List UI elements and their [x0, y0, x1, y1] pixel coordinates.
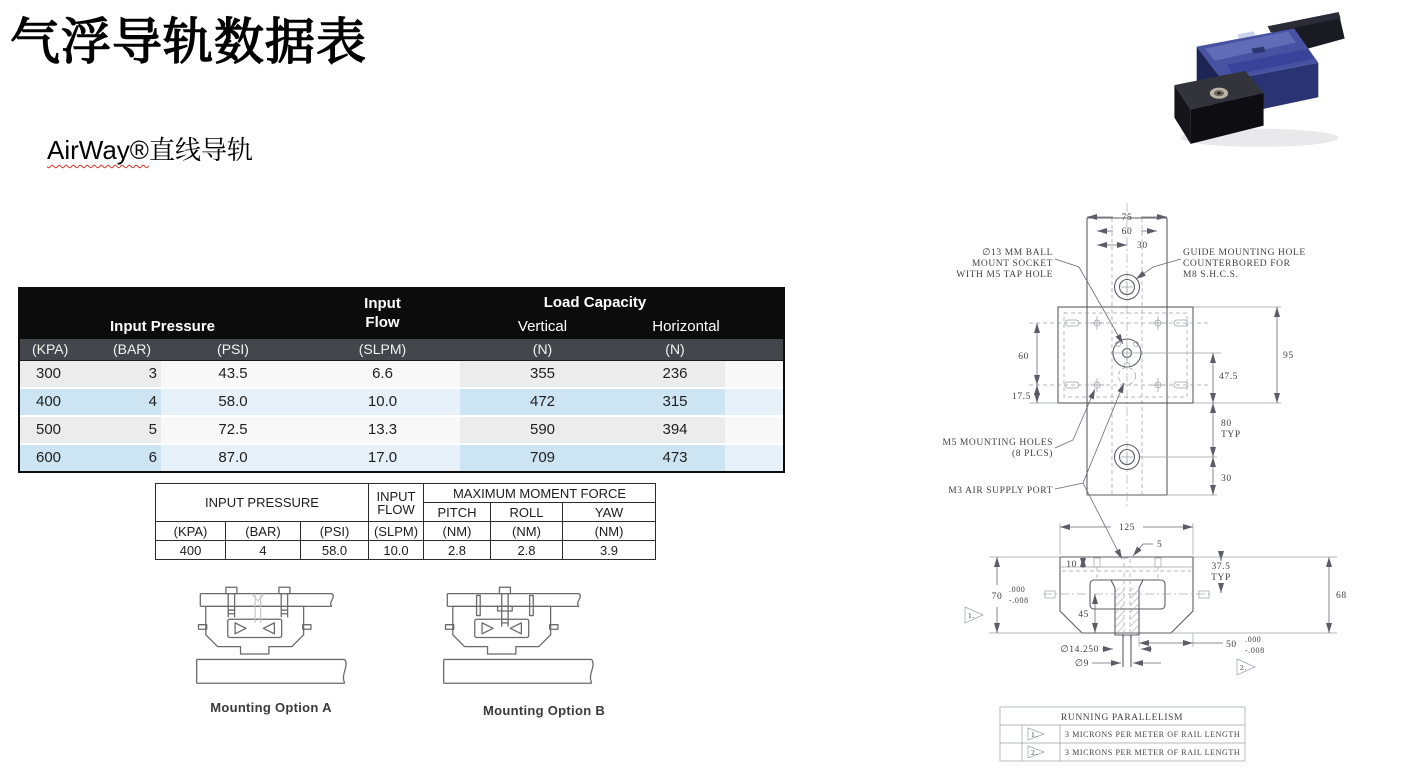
input-flow-l1: INPUT	[376, 488, 416, 504]
cell: 5	[103, 417, 161, 443]
cell: 709	[460, 445, 625, 471]
dim-60-top	[1097, 227, 1157, 237]
moment-force-table	[155, 483, 656, 560]
cell: 4	[103, 389, 161, 415]
unit: (NM)	[424, 522, 491, 541]
product-subtitle	[47, 130, 253, 167]
unit: (SLPM)	[369, 522, 424, 541]
unit: (NM)	[563, 522, 656, 541]
col-vertical: Vertical	[517, 318, 568, 335]
mounting-option-a-diagram	[193, 586, 353, 689]
value: 2.8	[424, 541, 491, 560]
dim-70	[992, 557, 1029, 633]
plate-break	[331, 594, 334, 607]
value: 400	[156, 541, 226, 560]
dim-17-5-label: 17.5	[1011, 392, 1031, 402]
air-pad-right	[510, 623, 521, 634]
unit-n-vertical: (N)	[532, 341, 553, 357]
dim-60-left-label: 60	[1018, 352, 1029, 362]
unit-row	[20, 339, 783, 361]
ext-50	[1139, 633, 1193, 647]
engineering-drawing	[925, 195, 1405, 770]
dim-10-label: 10	[1066, 560, 1077, 570]
top-plate	[200, 594, 332, 607]
input-flow-line2: Flow	[365, 314, 400, 331]
mounting-option-b-caption: Mounting Option B	[482, 703, 606, 718]
dim-125-label: 125	[1118, 523, 1136, 533]
cell: 17.0	[305, 445, 460, 471]
value: 4	[226, 541, 301, 560]
guide-label-3: M8 S.H.C.S.	[1183, 270, 1239, 280]
value: 3.9	[563, 541, 656, 560]
bearing-cavity-section	[1090, 580, 1165, 609]
base-break	[590, 659, 593, 683]
cell: 6	[103, 445, 161, 471]
carriage-section	[1060, 557, 1193, 633]
brand-name: AirWay®	[47, 135, 149, 165]
cell: 472	[460, 389, 625, 415]
ball-label-3: WITH M5 TAP HOLE	[956, 270, 1053, 280]
unit-n-horizontal: (N)	[665, 341, 685, 357]
table-body	[20, 361, 783, 471]
ext-68	[1171, 557, 1337, 633]
cell: 300	[20, 361, 103, 387]
tol-70-bot: -.008	[1009, 596, 1029, 605]
unit-kpa: (KPA)	[32, 341, 69, 357]
screw-left	[226, 587, 237, 617]
fitting-right-section	[1199, 591, 1209, 598]
cell: 3	[103, 361, 161, 387]
ghost-center-screw	[252, 594, 265, 623]
m3-label: M3 AIR SUPPLY PORT	[948, 486, 1053, 496]
screw-right	[279, 587, 290, 617]
table-row	[20, 389, 783, 415]
dim-30-top	[1097, 241, 1148, 251]
dim-125	[1060, 523, 1193, 533]
cell: 500	[20, 417, 103, 443]
cell: 87.0	[161, 445, 305, 471]
air-channel-hidden	[1124, 573, 1130, 637]
dim-5-label: 5	[1157, 540, 1163, 550]
unit: (PSI)	[301, 522, 369, 541]
air-pad-right	[263, 623, 274, 634]
cell: 236	[625, 361, 725, 387]
table-row	[20, 417, 783, 443]
dim-30-top-label: 30	[1137, 241, 1148, 251]
dim-80-typ-label: TYP	[1221, 430, 1241, 440]
header-roll: ROLL	[491, 503, 563, 522]
table-row	[20, 445, 783, 471]
parallelism-table	[1000, 707, 1245, 761]
col-group-input-flow	[305, 294, 460, 332]
dim-d9-label: ∅9	[1074, 659, 1089, 669]
edge-slots	[1065, 320, 1188, 388]
parallelism-text-1: 3 MICRONS PER METER OF RAIL LENGTH	[1065, 730, 1241, 739]
tol-70-top: .000	[1009, 585, 1026, 594]
header-yaw: YAW	[563, 503, 656, 522]
product-photo	[1165, 4, 1350, 154]
unit-filler	[725, 339, 783, 360]
plan-view	[943, 203, 1306, 559]
cell: 72.5	[161, 417, 305, 443]
plate-break	[578, 594, 581, 607]
value: 2.8	[491, 541, 563, 560]
dim-45-label: 45	[1078, 610, 1089, 620]
flag-1-label: 1.	[968, 611, 975, 620]
unit: (BAR)	[226, 522, 301, 541]
dim-50-label: 50	[1226, 640, 1237, 650]
dim-68-label: 68	[1336, 591, 1347, 601]
dim-37-5	[1211, 557, 1231, 593]
header-max-moment: MAXIMUM MOMENT FORCE	[424, 484, 656, 503]
dim-50	[1139, 635, 1265, 655]
dim-10	[1066, 557, 1083, 570]
dim-d14-label: ∅14.250	[1060, 645, 1099, 655]
m3-air-port-label	[948, 383, 1124, 559]
page-title: 气浮导轨数据表	[10, 14, 367, 70]
ext-lines-right	[1140, 307, 1281, 495]
subtitle-rest: 直线导轨	[148, 135, 253, 165]
m5-holes	[1090, 316, 1165, 392]
base-break	[343, 659, 346, 683]
hole-centerlines	[1029, 323, 1208, 385]
dim-70-label: 70	[991, 592, 1003, 602]
cell: 6.6	[305, 361, 460, 387]
top-screw-holes	[1094, 558, 1161, 580]
tol-50-bot: -.008	[1245, 646, 1265, 655]
cell: 394	[625, 417, 725, 443]
top-plate	[447, 594, 579, 607]
m5-label-2: (8 PLCS)	[1012, 449, 1053, 459]
air-hose-lines	[1123, 635, 1131, 667]
col-group-load-capacity: Load Capacity	[543, 294, 647, 311]
pressure-flow-load-table	[18, 287, 785, 473]
dim-45	[1078, 594, 1095, 633]
dim-68	[1329, 557, 1347, 633]
ball-label-2: MOUNT SOCKET	[971, 259, 1053, 269]
flag-2-label: 2.	[1240, 663, 1247, 672]
table-row	[20, 361, 783, 387]
dim-47-5	[1213, 353, 1238, 403]
dim-80-label: 80	[1221, 419, 1232, 429]
table-header-band	[20, 289, 783, 339]
dim-17-5	[1012, 385, 1058, 403]
cell: 400	[20, 389, 103, 415]
mounting-option-b-diagram	[440, 586, 600, 689]
header-input-pressure: INPUT PRESSURE	[156, 484, 369, 522]
input-flow-l2: FLOW	[377, 501, 415, 517]
dim-5	[1133, 540, 1162, 556]
col-horizontal: Horizontal	[652, 318, 720, 335]
dim-95	[1277, 307, 1294, 403]
cell-filler	[725, 417, 783, 443]
ball-socket-label	[956, 247, 1123, 344]
unit: (KPA)	[156, 522, 226, 541]
dim-60-left	[1018, 323, 1037, 385]
dim-d14-250	[1060, 644, 1152, 655]
parallelism-flag-1: 1.	[1031, 730, 1038, 739]
dim-30-right-label: 30	[1221, 474, 1232, 484]
base-rail	[444, 659, 592, 683]
parallelism-title: RUNNING PARALLELISM	[1060, 713, 1184, 723]
flag-2	[1237, 659, 1255, 675]
base-rail	[197, 659, 345, 683]
cell: 355	[460, 361, 625, 387]
cell: 600	[20, 445, 103, 471]
guide-label-2: COUNTERBORED FOR	[1183, 259, 1291, 269]
value: 10.0	[369, 541, 424, 560]
mounting-option-a-caption: Mounting Option A	[210, 700, 332, 715]
guide-hole-label	[1136, 248, 1306, 280]
parallelism-text-2: 3 MICRONS PER METER OF RAIL LENGTH	[1065, 748, 1241, 757]
cell: 43.5	[161, 361, 305, 387]
header-pitch: PITCH	[424, 503, 491, 522]
air-pad-left	[235, 623, 246, 634]
cell: 58.0	[161, 389, 305, 415]
fitting-left-section	[1045, 591, 1055, 598]
cell-filler	[725, 389, 783, 415]
ball-label-1: ∅13 MM BALL	[982, 248, 1053, 258]
unit: (NM)	[491, 522, 563, 541]
unit-slpm: (SLPM)	[358, 341, 407, 357]
cell: 590	[460, 417, 625, 443]
rail-pedestal	[1111, 580, 1143, 635]
unit-bar: (BAR)	[112, 341, 152, 357]
stud-right	[530, 595, 534, 615]
cell-filler	[725, 361, 783, 387]
tol-50-top: .000	[1245, 635, 1262, 644]
dim-75-label: 75	[1121, 213, 1133, 223]
stud-left	[477, 595, 481, 615]
dim-60-top-label: 60	[1121, 227, 1133, 237]
dim-30-right	[1213, 457, 1232, 495]
dim-47-5-label: 47.5	[1219, 372, 1239, 382]
header-input-flow	[369, 484, 424, 522]
dim-80	[1213, 403, 1241, 457]
guide-label-1: GUIDE MOUNTING HOLE	[1183, 248, 1306, 258]
dim-37-5-label: 37.5	[1211, 562, 1231, 572]
unit-psi: (PSI)	[217, 341, 249, 357]
flag-1	[965, 607, 983, 623]
air-pad-left	[482, 623, 493, 634]
cell: 13.3	[305, 417, 460, 443]
cell-filler	[725, 445, 783, 471]
parallelism-flag-2: 2.	[1031, 748, 1038, 757]
cell: 473	[625, 445, 725, 471]
cell: 10.0	[305, 389, 460, 415]
dim-d9	[1075, 658, 1161, 669]
col-group-input-pressure: Input Pressure	[109, 318, 216, 335]
carriage-outline	[1058, 307, 1193, 403]
cell: 315	[625, 389, 725, 415]
value: 58.0	[301, 541, 369, 560]
dim-95-label: 95	[1283, 351, 1294, 361]
m5-label-1: M5 MOUNTING HOLES	[942, 438, 1053, 448]
dim-37-5-typ: TYP	[1211, 573, 1231, 583]
input-flow-line1: Input	[364, 295, 401, 312]
section-view	[965, 523, 1347, 675]
